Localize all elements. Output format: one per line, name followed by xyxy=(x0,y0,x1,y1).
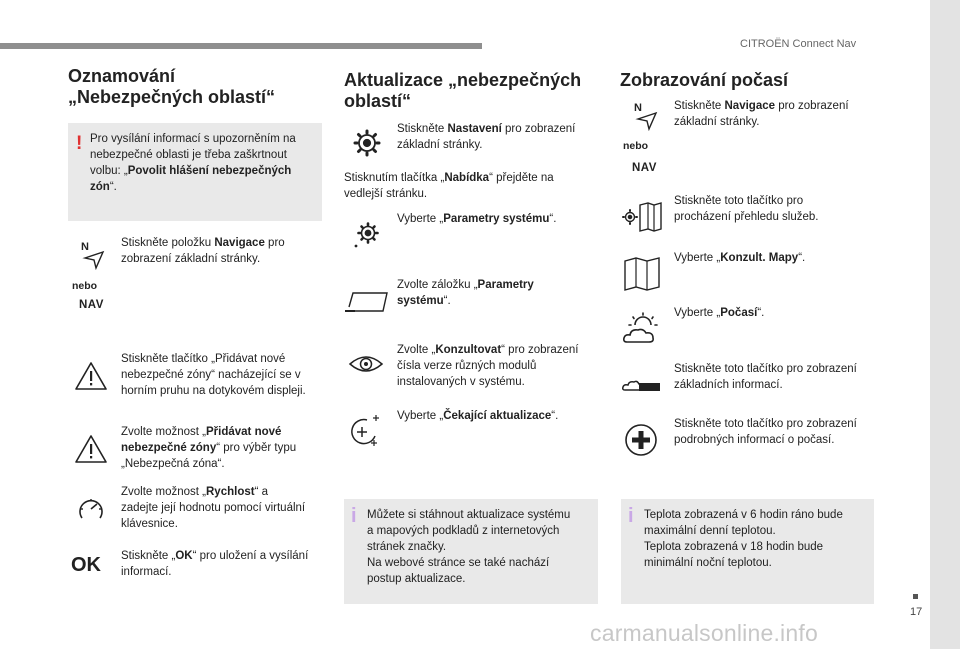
warning-box xyxy=(68,123,322,221)
navigation-icon xyxy=(79,240,105,270)
info-text: Teplota zobrazená v 6 hodin ráno bude maximální denní teplotou. Teplota zobrazená v 18 hodin bude minimální noční teplotou. xyxy=(644,509,843,569)
services-map-icon xyxy=(622,201,662,233)
svg-text:N: N xyxy=(81,241,89,253)
step-text: Zvolte „Konzultovat“ pro zobrazení čísla verze různých modulů instalovaných v systému. xyxy=(397,344,579,388)
warning-triangle-icon xyxy=(74,361,108,391)
page-side-strip xyxy=(930,0,960,649)
step-text: Vyberte „Počasí“. xyxy=(674,307,765,319)
nav-label: NAV xyxy=(79,299,104,311)
step-text: Stisknutím tlačítka „Nabídka“ přejděte na vedlejší stránku. xyxy=(344,172,554,200)
settings-gear-icon xyxy=(352,220,382,250)
speedometer-icon xyxy=(76,494,106,524)
section-title-hazard-update: Aktualizace „nebezpečných oblastí“ xyxy=(344,70,582,111)
nebo-label: nebo xyxy=(623,140,649,152)
step-text: Zvolte záložku „Parametry systému“. xyxy=(397,279,534,307)
step-text: Stiskněte tlačítko „Přidávat nové nebezpečné zóny“ nacházející se v horním pruhu na dotykovém displeji. xyxy=(121,353,306,397)
info-icon: i xyxy=(628,505,634,527)
info-box xyxy=(344,499,598,604)
weather-basic-info-icon xyxy=(621,378,661,392)
section-title-hazard-reporting: Oznamování „Nebezpečných oblastí“ xyxy=(68,66,276,107)
header-rule xyxy=(0,43,482,49)
ok-button-icon: OK xyxy=(71,554,101,576)
step-text: Vyberte „Parametry systému“. xyxy=(397,213,557,225)
map-icon xyxy=(623,257,661,291)
step-text: Vyberte „Konzult. Mapy“. xyxy=(674,252,806,264)
info-icon: i xyxy=(351,505,357,527)
step-text: Stiskněte „OK“ pro uložení a vysílání informací. xyxy=(121,550,309,578)
info-text: Můžete si stáhnout aktualizace systému a mapových podkladů z internetových stránek značky. Na webové stránce se také nachází postup aktualizace. xyxy=(367,509,571,585)
pending-update-icon xyxy=(347,414,383,448)
step-text: Stiskněte Nastavení pro zobrazení základní stránky. xyxy=(397,123,576,151)
step-text: Vyberte „Čekající aktualizace“. xyxy=(397,410,559,422)
nav-label: NAV xyxy=(632,162,657,174)
page-marker xyxy=(913,594,918,599)
step-text: Stiskněte toto tlačítko pro zobrazení základních informací. xyxy=(674,363,857,391)
info-box xyxy=(621,499,874,604)
step-text: Zvolte možnost „Přidávat nové nebezpečné zóny“ pro výběr typu „Nebezpečná zóna“. xyxy=(121,426,297,470)
brand-header: CITROËN Connect Nav xyxy=(740,38,857,50)
nebo-label: nebo xyxy=(72,280,98,292)
warning-triangle-icon xyxy=(74,434,108,464)
step-text: Stiskněte Navigace pro zobrazení základní stránky. xyxy=(674,100,849,128)
page-number: 17 xyxy=(910,606,923,618)
settings-gear-icon xyxy=(352,128,382,158)
eye-icon xyxy=(348,352,384,376)
warning-exclamation-icon: ! xyxy=(76,133,83,154)
navigation-icon xyxy=(632,101,658,131)
step-text: Stiskněte položku Navigace pro zobrazení základní stránky. xyxy=(121,237,285,265)
tab-icon xyxy=(343,289,389,315)
step-text: Zvolte možnost „Rychlost“ a zadejte její hodnotu pomocí virtuální klávesnice. xyxy=(121,486,306,530)
watermark: carmanualsonline.info xyxy=(590,620,818,646)
warning-text: Pro vysílání informací s upozorněním na nebezpečné oblasti je třeba zaškrtnout volbu: „Povolit hlášení nebezpečných zón“. xyxy=(90,133,296,193)
weather-sun-cloud-icon xyxy=(621,312,661,346)
step-text: Stiskněte toto tlačítko pro procházení přehledu služeb. xyxy=(674,195,819,223)
svg-text:N: N xyxy=(634,102,642,114)
details-plus-icon xyxy=(624,423,658,457)
step-text: Stiskněte toto tlačítko pro zobrazení podrobných informací o počasí. xyxy=(674,418,857,446)
section-title-weather: Zobrazování počasí xyxy=(620,70,789,90)
